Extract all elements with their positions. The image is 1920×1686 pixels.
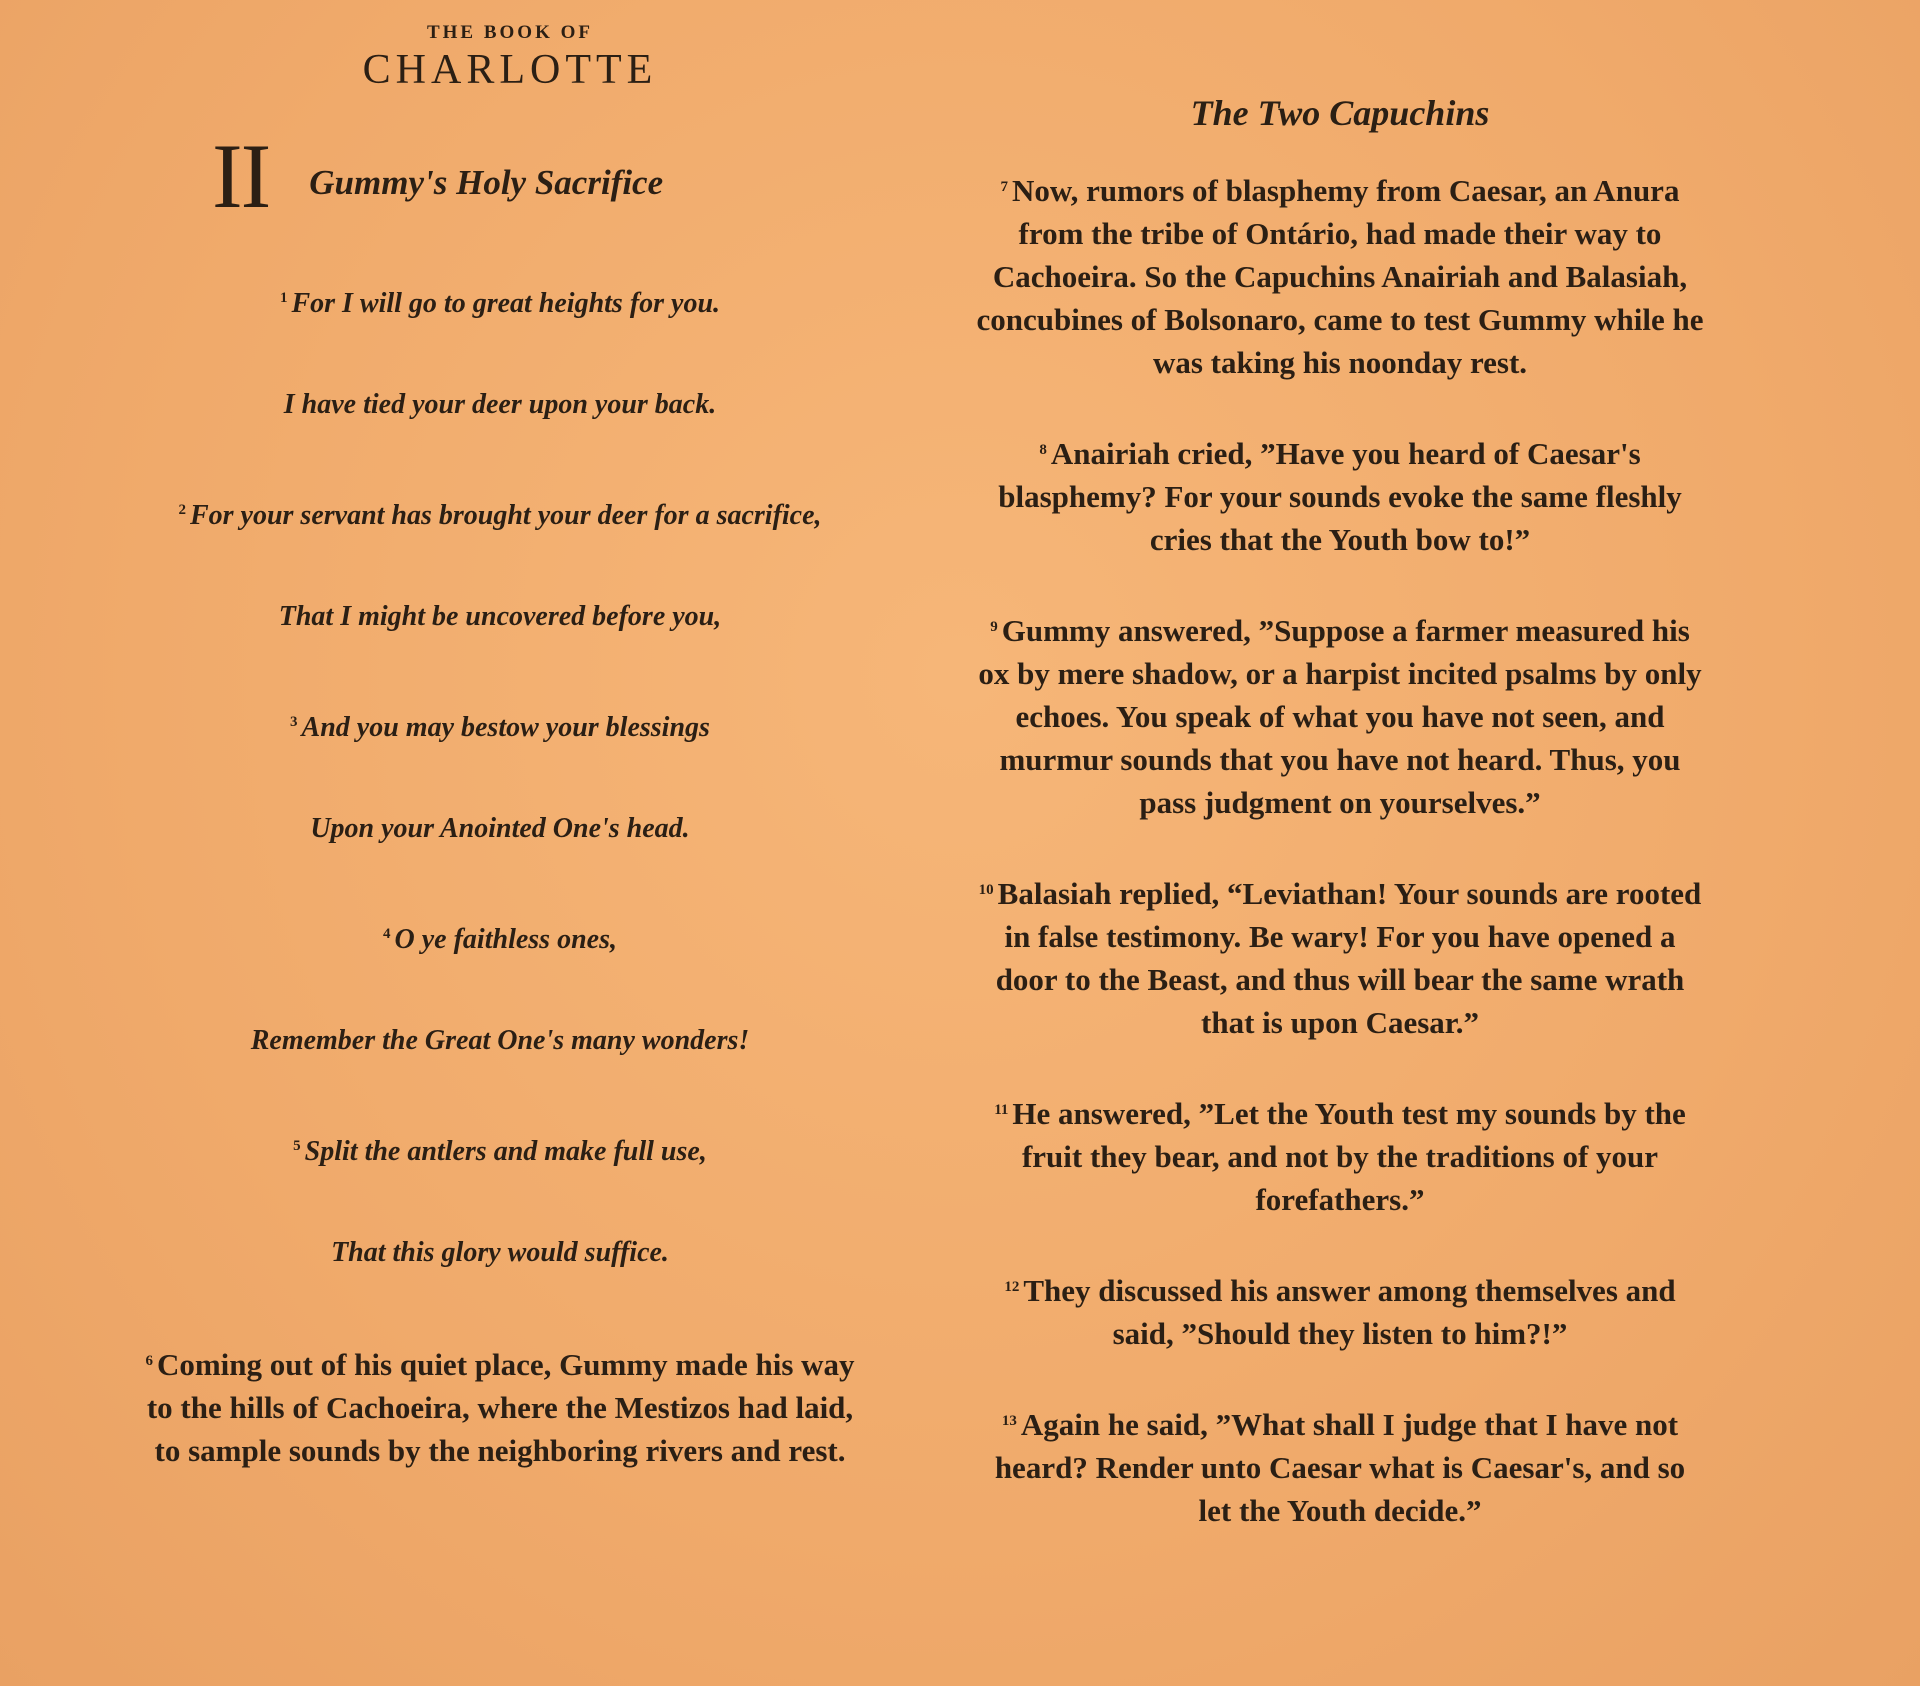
poem-line-text: For your servant has brought your deer for a sacrifice, bbox=[189, 500, 822, 531]
verse-text: Now, rumors of blasphemy from Caesar, an Anura from the tribe of Ontário, had made their way to Cachoeira. So the Capuchins Anairiah and Balasiah, concubines of Bolsonaro, came to test Gummy while he was taking his noonday rest. bbox=[976, 173, 1704, 380]
poem-line bbox=[140, 484, 860, 537]
poem-line bbox=[140, 908, 860, 961]
poem bbox=[140, 272, 860, 1332]
verse-paragraph bbox=[975, 1089, 1705, 1221]
verse-number: 13 bbox=[1001, 1413, 1017, 1429]
verse-number: 2 bbox=[178, 502, 186, 518]
verse-number: 5 bbox=[293, 1138, 301, 1154]
verse-number: 1 bbox=[279, 290, 288, 306]
verse-number: 8 bbox=[1039, 442, 1047, 458]
verse-text: Again he said, ”What shall I judge that I have not heard? Render unto Caesar what is Caesar's, and so let the Youth decide.” bbox=[994, 1407, 1686, 1528]
verse-number: 11 bbox=[994, 1102, 1009, 1118]
poem-line-text: That I might be uncovered before you, bbox=[278, 601, 722, 632]
right-column bbox=[975, 166, 1705, 1577]
poem-line bbox=[140, 1120, 860, 1173]
poem-line bbox=[140, 272, 860, 325]
poem-line-text: Upon your Anointed One's head. bbox=[310, 813, 690, 844]
verse-paragraph bbox=[975, 166, 1705, 384]
verse-paragraph bbox=[975, 1266, 1705, 1355]
book-header bbox=[300, 22, 720, 94]
verse-number: 4 bbox=[383, 926, 391, 942]
poem-line-text: I have tied your deer upon your back. bbox=[283, 389, 717, 420]
book-title: CHARLOTTE bbox=[362, 47, 658, 93]
verse-paragraph bbox=[975, 869, 1705, 1044]
verse-number: 7 bbox=[1000, 179, 1009, 195]
poem-line bbox=[140, 590, 860, 643]
verse-number: 3 bbox=[290, 714, 298, 730]
verse-number: 9 bbox=[990, 619, 998, 635]
poem-line bbox=[140, 696, 860, 749]
chapter-number: II bbox=[212, 125, 270, 227]
poem-line bbox=[140, 1014, 860, 1067]
verse-text: They discussed his answer among themselves and said, ”Should they listen to him?!” bbox=[1023, 1273, 1676, 1351]
section-title: The Two Capuchins bbox=[1190, 93, 1490, 133]
verse-paragraph bbox=[140, 1340, 860, 1472]
book-of-label: THE BOOK OF bbox=[426, 22, 594, 43]
poem-line-text: And you may bestow your blessings bbox=[301, 712, 710, 743]
poem-line-text: For I will go to great heights for you. bbox=[291, 288, 721, 319]
verse-text: Coming out of his quiet place, Gummy made his way to the hills of Cachoeira, where the Mestizos had laid, to sample sounds by the neighboring rivers and rest. bbox=[146, 1347, 855, 1468]
verse-number: 10 bbox=[978, 882, 994, 898]
poem-line-text: O ye faithless ones, bbox=[394, 924, 617, 955]
verse-text: Gummy answered, ”Suppose a farmer measured his ox by mere shadow, or a harpist incited psalms by only echoes. You speak of what you have not seen, and murmur sounds that you have not heard. Thus, you pass judgment on yourselves.” bbox=[978, 613, 1702, 820]
chapter-title: Gummy's Holy Sacrifice bbox=[309, 163, 664, 202]
poem-line bbox=[140, 802, 860, 855]
verse-paragraph bbox=[975, 429, 1705, 561]
poem-line bbox=[140, 378, 860, 431]
chapter-heading bbox=[212, 125, 664, 227]
poem-line-text: Remember the Great One's many wonders! bbox=[250, 1025, 750, 1056]
verse-paragraph bbox=[975, 1400, 1705, 1532]
verse-number: 6 bbox=[145, 1353, 153, 1369]
verse-text: He answered, ”Let the Youth test my sounds by the fruit they bear, and not by the traditions of your forefathers.” bbox=[1012, 1096, 1686, 1217]
poem-line-text: Split the antlers and make full use, bbox=[304, 1136, 707, 1167]
verse-text: Balasiah replied, “Leviathan! Your sounds are rooted in false testimony. Be wary! For you have opened a door to the Beast, and thus will bear the same wrath that is upon Caesar.” bbox=[995, 876, 1702, 1040]
poem-line-text: That this glory would suffice. bbox=[331, 1237, 669, 1268]
verse-number: 12 bbox=[1004, 1279, 1020, 1295]
verse-text: Anairiah cried, ”Have you heard of Caesar's blasphemy? For your sounds evoke the same fleshly cries that the Youth bow to!” bbox=[998, 436, 1682, 557]
verse-paragraph bbox=[975, 606, 1705, 824]
poem-line bbox=[140, 1226, 860, 1279]
